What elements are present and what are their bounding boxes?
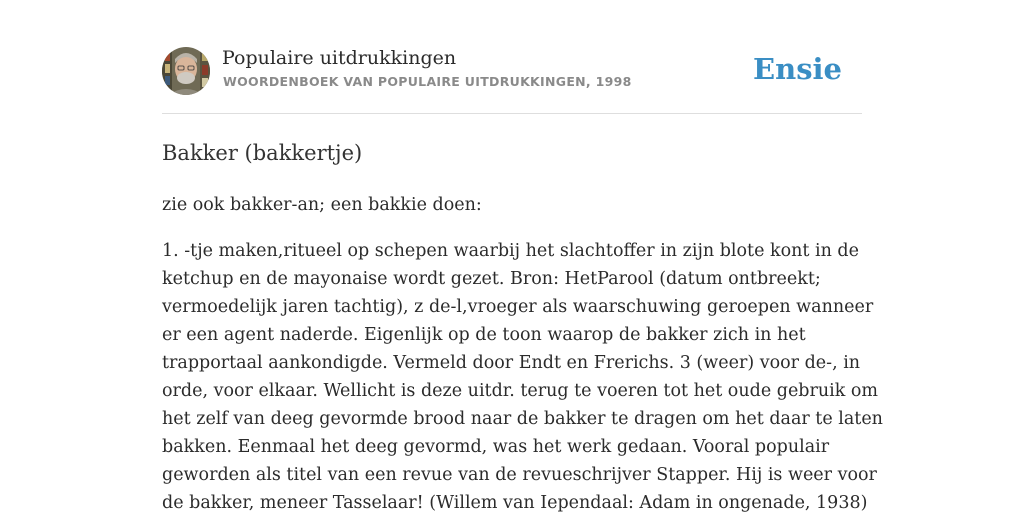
brand-logo[interactable]: Ensie xyxy=(753,52,842,86)
source-title[interactable]: Populaire uitdrukkingen xyxy=(222,47,457,69)
definition-line: er een agent naderde. Eigenlijk op de toon waarop de bakker zich in het xyxy=(162,325,806,345)
definition-text xyxy=(162,237,883,512)
header-divider xyxy=(162,113,862,114)
see-also-text: zie ook bakker-an; een bakkie doen: xyxy=(162,195,482,215)
avatar[interactable] xyxy=(162,47,210,95)
author-photo xyxy=(162,47,210,95)
source-header xyxy=(162,46,862,96)
definition-line: vermoedelijk jaren tachtig), z de-l,vroeger als waarschuwing geroepen wanneer xyxy=(162,297,874,317)
source-subtitle: WOORDENBOEK VAN POPULAIRE UITDRUKKINGEN, 1998 xyxy=(223,74,632,89)
entry-title: Bakker (bakkertje) xyxy=(162,141,363,165)
definition-line: bakken. Eenmaal het deeg gevormd, was het werk gedaan. Vooral populair xyxy=(162,437,830,457)
definition-line: de bakker, meneer Tasselaar! (Willem van Iependaal: Adam in ongenade, 1938) xyxy=(162,493,868,512)
definition-line: ketchup en de mayonaise wordt gezet. Bron: HetParool (datum ontbreekt; xyxy=(162,269,821,289)
definition-line: geworden als titel van een revue van de revueschrijver Stapper. Hij is weer voor xyxy=(162,465,877,485)
definition-line: orde, voor elkaar. Wellicht is deze uitdr. terug te voeren tot het oude gebruik om xyxy=(162,381,879,401)
definition-line: 1. -tje maken,ritueel op schepen waarbij het slachtoffer in zijn blote kont in de xyxy=(162,241,859,261)
definition-line: het zelf van deeg gevormde brood naar de bakker te dragen om het daar te laten xyxy=(162,409,883,429)
definition-line: trapportaal aankondigde. Vermeld door Endt en Frerichs. 3 (weer) voor de-, in xyxy=(162,353,861,373)
